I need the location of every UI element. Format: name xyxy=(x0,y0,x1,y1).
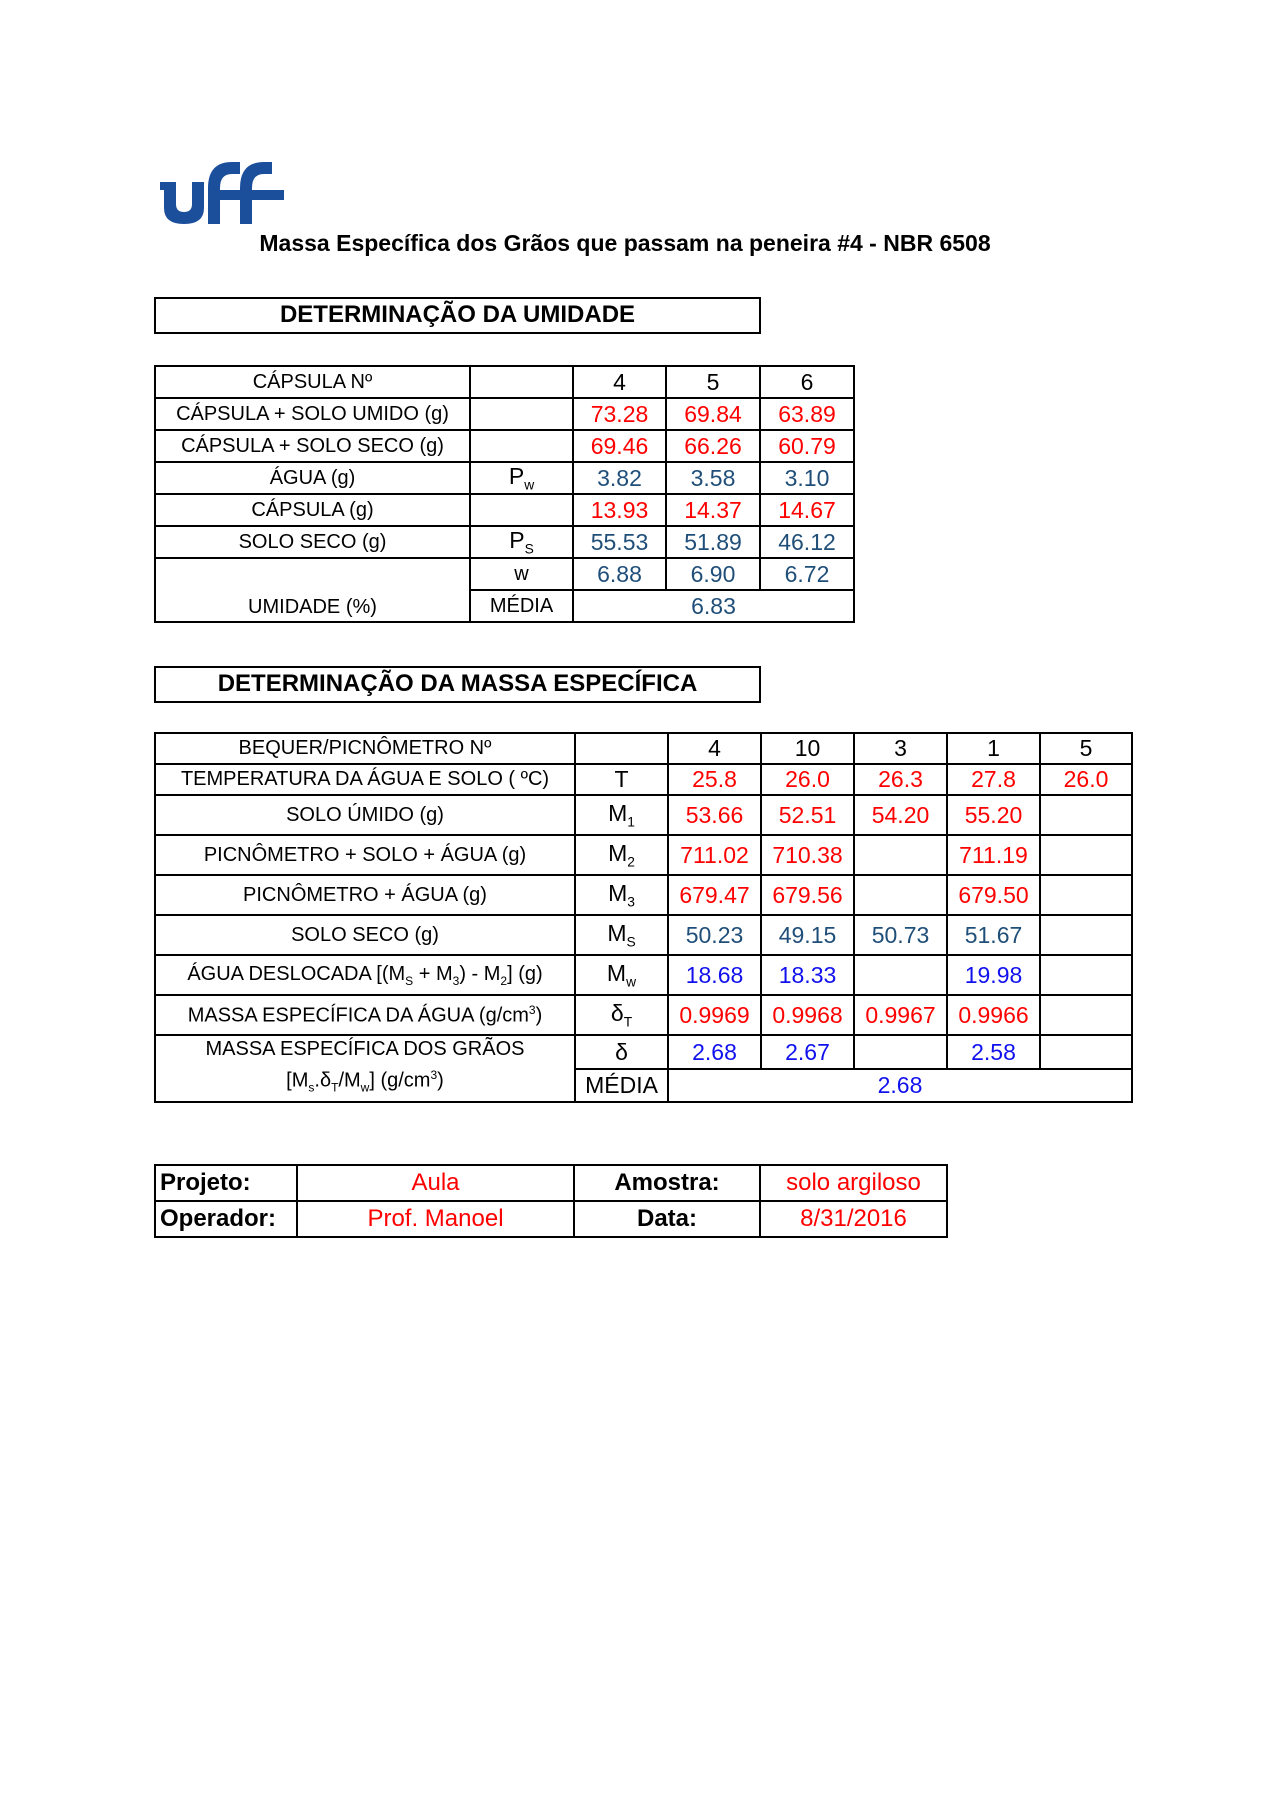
media-value: 2.68 xyxy=(668,1069,1132,1101)
table-row xyxy=(155,875,1132,915)
value-cell: 50.23 xyxy=(668,915,761,955)
value-cell: 2.67 xyxy=(761,1035,854,1069)
row-symbol xyxy=(470,430,573,462)
table-row xyxy=(155,1035,1132,1069)
operador-value: Prof. Manoel xyxy=(297,1201,574,1237)
row-symbol: $\delta_T$ xyxy=(575,995,668,1035)
value-cell: 53.66 xyxy=(668,795,761,835)
row-label: CÁPSULA Nº xyxy=(155,366,470,398)
value-cell: 711.19 xyxy=(947,835,1040,875)
projeto-label: Projeto: xyxy=(155,1165,297,1201)
row-symbol: $M_S$ xyxy=(575,915,668,955)
picnometer-number: 10 xyxy=(761,733,854,764)
value-cell: 26.0 xyxy=(1040,764,1132,795)
grain-density-label-line2: $[M_s.\delta_T/M_w]$ $(g/cm^3)$ xyxy=(286,1068,444,1095)
row-label: SOLO SECO (g) xyxy=(155,526,470,558)
table-row xyxy=(155,995,1132,1035)
value-cell: 0.9967 xyxy=(854,995,947,1035)
row-symbol: $M_w$ xyxy=(575,955,668,995)
value-cell: 2.58 xyxy=(947,1035,1040,1069)
value-cell: 3.58 xyxy=(666,462,760,494)
value-cell: 26.3 xyxy=(854,764,947,795)
value-cell xyxy=(854,955,947,995)
value-cell: 27.8 xyxy=(947,764,1040,795)
row-label: PICNÔMETRO + SOLO + ÁGUA (g) xyxy=(155,835,575,875)
value-cell: 55.53 xyxy=(573,526,666,558)
row-label xyxy=(155,1035,575,1102)
page-title: Massa Específica dos Grãos que passam na peneira #4 - NBR 6508 xyxy=(259,230,991,256)
row-symbol xyxy=(470,398,573,430)
row-label: PICNÔMETRO + ÁGUA (g) xyxy=(155,875,575,915)
row-symbol: $M_2$ xyxy=(575,835,668,875)
uff-logo xyxy=(160,158,284,224)
row-label: BEQUER/PICNÔMETRO Nº xyxy=(155,733,575,764)
value-cell: 0.9969 xyxy=(668,995,761,1035)
value-cell xyxy=(1040,955,1132,995)
value-cell: 50.73 xyxy=(854,915,947,955)
picnometer-number: 5 xyxy=(1040,733,1132,764)
value-cell xyxy=(1040,995,1132,1035)
table-row xyxy=(155,494,854,526)
row-label: SOLO ÚMIDO (g) xyxy=(155,795,575,835)
table-row xyxy=(155,955,1132,995)
value-cell: 0.9966 xyxy=(947,995,1040,1035)
value-cell: 6.72 xyxy=(760,558,854,590)
table-row xyxy=(155,764,1132,795)
row-symbol: δ xyxy=(575,1035,668,1069)
row-symbol: $P_w$ xyxy=(470,462,573,494)
value-cell: 54.20 xyxy=(854,795,947,835)
row-label: SOLO SECO (g) xyxy=(155,915,575,955)
value-cell xyxy=(854,1035,947,1069)
table-row xyxy=(155,430,854,462)
umidade-label: UMIDADE (%) xyxy=(155,558,470,622)
value-cell: 73.28 xyxy=(573,398,666,430)
table-row xyxy=(155,462,854,494)
value-cell: 60.79 xyxy=(760,430,854,462)
value-cell: 19.98 xyxy=(947,955,1040,995)
table-row xyxy=(155,733,1132,764)
value-cell: 18.68 xyxy=(668,955,761,995)
value-cell: 0.9968 xyxy=(761,995,854,1035)
picnometer-number: 1 xyxy=(947,733,1040,764)
row-symbol: $P_S$ xyxy=(470,526,573,558)
value-cell: 51.67 xyxy=(947,915,1040,955)
value-cell: 679.56 xyxy=(761,875,854,915)
project-info-table xyxy=(154,1164,948,1238)
table-row xyxy=(155,835,1132,875)
value-cell xyxy=(1040,795,1132,835)
table-row xyxy=(155,1165,947,1201)
value-cell: 14.37 xyxy=(666,494,760,526)
value-cell: 679.50 xyxy=(947,875,1040,915)
media-label: MÉDIA xyxy=(575,1069,668,1101)
value-cell xyxy=(854,835,947,875)
media-label: MÉDIA xyxy=(470,590,573,622)
table-row xyxy=(155,915,1132,955)
value-cell: 13.93 xyxy=(573,494,666,526)
row-symbol xyxy=(470,494,573,526)
media-value: 6.83 xyxy=(573,590,854,622)
table-row xyxy=(155,795,1132,835)
row-label: CÁPSULA + SOLO UMIDO (g) xyxy=(155,398,470,430)
humidity-table xyxy=(154,365,855,623)
value-cell: 66.26 xyxy=(666,430,760,462)
value-cell: 25.8 xyxy=(668,764,761,795)
table-row xyxy=(155,526,854,558)
value-cell: 46.12 xyxy=(760,526,854,558)
capsule-number: 6 xyxy=(760,366,854,398)
grain-density-label-line1: MASSA ESPECÍFICA DOS GRÃOS xyxy=(205,1038,525,1060)
value-cell: 26.0 xyxy=(761,764,854,795)
picnometer-number: 4 xyxy=(668,733,761,764)
value-cell: 14.67 xyxy=(760,494,854,526)
density-table xyxy=(154,732,1133,1103)
row-symbol xyxy=(470,366,573,398)
table-row xyxy=(155,558,854,590)
value-cell: 3.10 xyxy=(760,462,854,494)
data-value: 8/31/2016 xyxy=(760,1201,947,1237)
row-label: MASSA ESPECÍFICA DA ÁGUA $(g/cm^3)$ xyxy=(155,995,575,1035)
capsule-number: 5 xyxy=(666,366,760,398)
row-symbol: $M_3$ xyxy=(575,875,668,915)
value-cell: 63.89 xyxy=(760,398,854,430)
operador-label: Operador: xyxy=(155,1201,297,1237)
table-row xyxy=(155,1201,947,1237)
value-cell: 6.90 xyxy=(666,558,760,590)
value-cell xyxy=(1040,1035,1132,1069)
table-row xyxy=(155,398,854,430)
row-symbol: w xyxy=(470,558,573,590)
value-cell: 3.82 xyxy=(573,462,666,494)
projeto-value: Aula xyxy=(297,1165,574,1201)
value-cell: 51.89 xyxy=(666,526,760,558)
value-cell: 55.20 xyxy=(947,795,1040,835)
row-symbol xyxy=(575,733,668,764)
value-cell: 52.51 xyxy=(761,795,854,835)
value-cell: 49.15 xyxy=(761,915,854,955)
row-label: ÁGUA DESLOCADA $[(M_S + M_3) - M_2]$ (g) xyxy=(155,955,575,995)
value-cell xyxy=(1040,915,1132,955)
row-label: TEMPERATURA DA ÁGUA E SOLO ( ºC) xyxy=(155,764,575,795)
data-label: Data: xyxy=(574,1201,760,1237)
row-label: CÁPSULA + SOLO SECO (g) xyxy=(155,430,470,462)
row-label: ÁGUA (g) xyxy=(155,462,470,494)
value-cell xyxy=(854,875,947,915)
table-row xyxy=(155,366,854,398)
density-section-title: DETERMINAÇÃO DA MASSA ESPECÍFICA xyxy=(154,666,761,703)
value-cell: 6.88 xyxy=(573,558,666,590)
value-cell xyxy=(1040,875,1132,915)
capsule-number: 4 xyxy=(573,366,666,398)
amostra-label: Amostra: xyxy=(574,1165,760,1201)
humidity-section-title: DETERMINAÇÃO DA UMIDADE xyxy=(154,297,761,334)
value-cell: 711.02 xyxy=(668,835,761,875)
value-cell: 69.46 xyxy=(573,430,666,462)
row-symbol: $M_1$ xyxy=(575,795,668,835)
value-cell: 679.47 xyxy=(668,875,761,915)
picnometer-number: 3 xyxy=(854,733,947,764)
row-symbol: T xyxy=(575,764,668,795)
value-cell xyxy=(1040,835,1132,875)
amostra-value: solo argiloso xyxy=(760,1165,947,1201)
value-cell: 2.68 xyxy=(668,1035,761,1069)
value-cell: 18.33 xyxy=(761,955,854,995)
row-label: CÁPSULA (g) xyxy=(155,494,470,526)
value-cell: 710.38 xyxy=(761,835,854,875)
value-cell: 69.84 xyxy=(666,398,760,430)
